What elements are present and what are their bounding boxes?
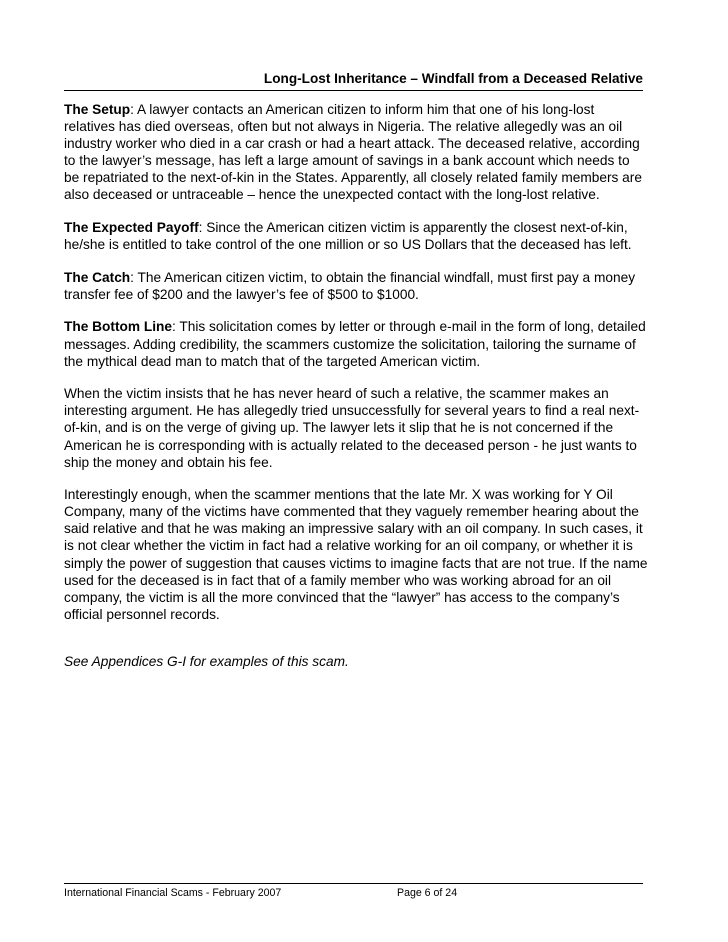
page-title: Long-Lost Inheritance – Windfall from a Deceased Relative [263,71,643,86]
catch-label: The Catch [64,269,131,285]
payoff-paragraph [64,219,648,253]
bottom-line-text: : This solicitation comes by letter or through e-mail in the form of long, detailed messages. Adding credibility, the scammers customize the solicitation, tailoring the surname of the mythical dead man to match that of the targeted American victim. [64,319,646,369]
setup-paragraph [64,101,648,204]
oil-company-paragraph: Interestingly enough, when the scammer mentions that the late Mr. X was working for Y Oil Company, many of the victims have commented that they vaguely remember hearing about the said relative and that he was making an impressive salary with an oil company. In such cases, it is not clear whether the victim in fact had a relative working for an oil company, or whether it is simply the power of suggestion that causes victims to imagine facts that are not true. If the name used for the deceased is in fact that of a family member who was working abroad for an oil company, the victim is all the more convinced that the “lawyer” has access to the company’s official personnel records. [64,487,648,622]
catch-paragraph [64,269,648,303]
setup-text: : A lawyer contacts an American citizen to inform him that one of his long-lost relatives has died overseas, often but not always in Nigeria. The relative allegedly was an oil industry worker who died in a car crash or had a heart attack. The deceased relative, according to the lawyer’s message, has left a large amount of savings in a bank account which needs to be repatriated to the next-of-kin in the States. Apparently, all closely related family members are also deceased or untraceable – hence the unexpected contact with the long-lost relative. [64,102,642,203]
bottom-line-label: The Bottom Line [64,319,172,335]
payoff-label: The Expected Payoff [64,220,199,236]
victim-argument-paragraph: When the victim insists that he has never heard of such a relative, the scammer makes an interesting argument. He has allegedly tried unsuccessfully for several years to find a real next-of-kin, and is on the verge of giving up. The lawyer lets it slip that he is not concerned if the American he is corresponding with is actually related to the deceased person - he just wants to ship the money and obtain his fee. [64,386,640,470]
payoff-text: : Since the American citizen victim is apparently the closest next-of-kin, he/she is entitled to take control of the one million or so US Dollars that the deceased has left. [64,220,632,253]
catch-text: : The American citizen victim, to obtain the financial windfall, must first pay a money transfer fee of $200 and the lawyer’s fee of $500 to $1000. [64,269,636,302]
appendix-reference: See Appendices G-I for examples of this scam. [64,653,349,669]
footer-divider [64,883,643,884]
setup-label: The Setup [64,102,131,117]
document-body [64,101,648,686]
header-divider [64,90,643,91]
bottom-line-paragraph [64,318,648,369]
footer-document-title: International Financial Scams - February 2007 [64,887,282,899]
page-number: Page 6 of 24 [397,887,458,899]
